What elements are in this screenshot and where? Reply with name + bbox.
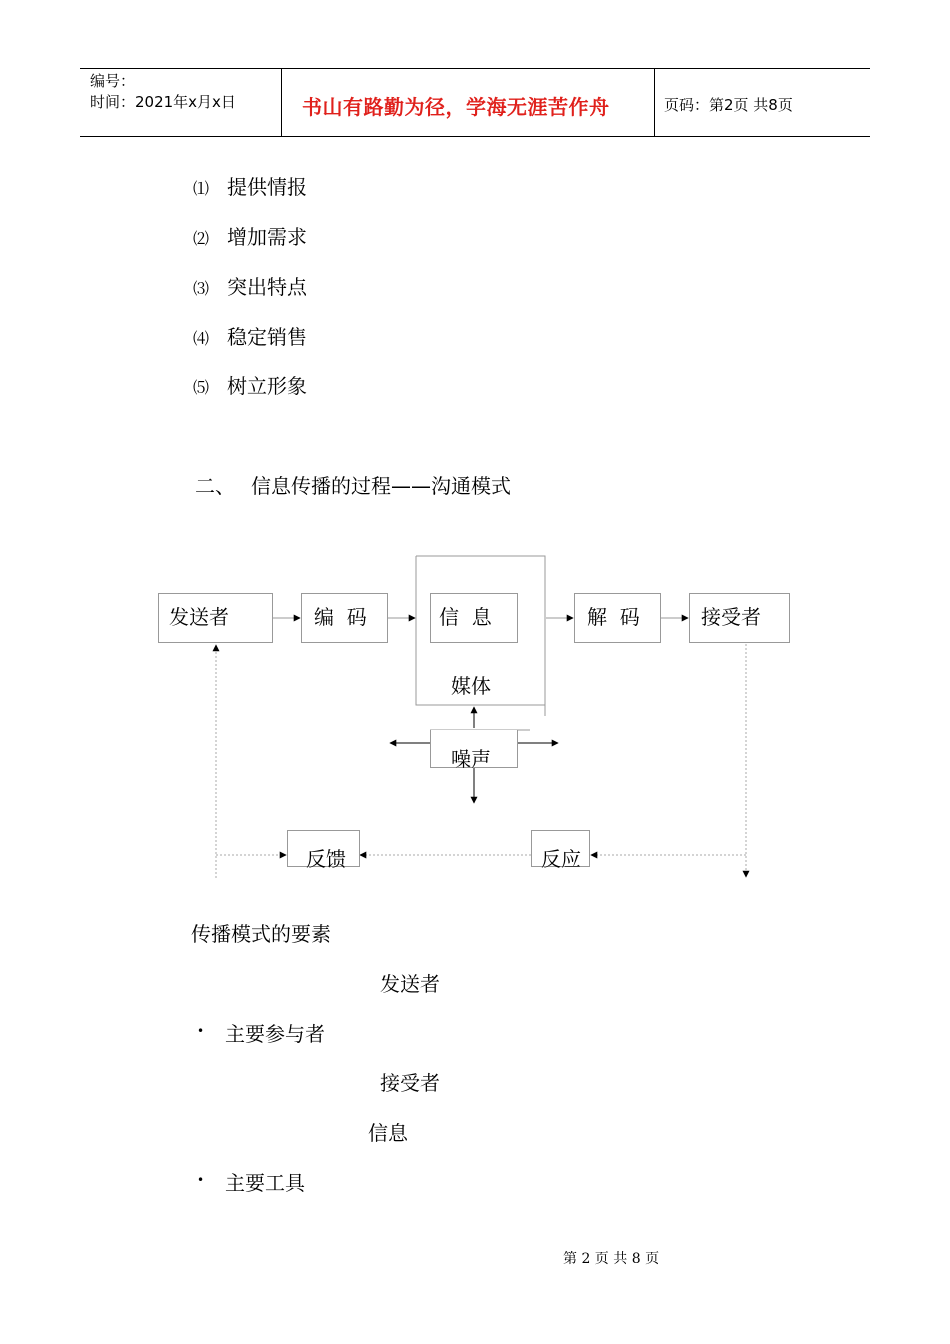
sender-label: 发送者 — [169, 605, 229, 629]
noise-label: 噪声 — [451, 747, 491, 771]
header-motto: 书山有路勤为径，学海无涯苦作舟 — [302, 95, 610, 119]
header-number-label: 编号： — [90, 72, 136, 90]
list-item-number: ⑶ — [193, 279, 210, 298]
media-label: 媒体 — [451, 674, 491, 698]
section-number: 二、 — [195, 474, 235, 498]
encode-label: 编 码 — [314, 605, 367, 629]
elements-title: 传播模式的要素 — [191, 922, 331, 946]
feedback-label: 反馈 — [306, 847, 346, 871]
tool-message: 信息 — [368, 1121, 408, 1145]
list-item-number: ⑸ — [193, 378, 210, 397]
bullet-dot: • — [197, 1024, 205, 1038]
participant-receiver: 接受者 — [380, 1071, 440, 1095]
header-page-info: 页码：第2页 共8页 — [664, 96, 793, 114]
list-item-text: 突出特点 — [227, 275, 307, 299]
list-item-number: ⑴ — [193, 179, 210, 198]
footer-page-number: 第 2 页 共 8 页 — [563, 1251, 660, 1267]
list-item-text: 提供情报 — [227, 175, 307, 199]
section-title: 信息传播的过程——沟通模式 — [251, 474, 511, 498]
participant-sender: 发送者 — [380, 972, 440, 996]
response-label: 反应 — [541, 847, 581, 871]
receiver-label: 接受者 — [701, 605, 761, 629]
list-item-text: 增加需求 — [227, 225, 307, 249]
tools-label: 主要工具 — [225, 1171, 305, 1195]
list-item-text: 树立形象 — [227, 374, 307, 398]
bullet-dot: • — [197, 1173, 205, 1187]
list-item-number: ⑷ — [193, 329, 210, 348]
participants-label: 主要参与者 — [225, 1022, 325, 1046]
header-time-label: 时间：2021年x月x日 — [90, 93, 236, 111]
list-item-number: ⑵ — [193, 229, 210, 248]
decode-label: 解 码 — [587, 605, 640, 629]
list-item-text: 稳定销售 — [227, 325, 307, 349]
message-label: 信 息 — [439, 605, 492, 629]
